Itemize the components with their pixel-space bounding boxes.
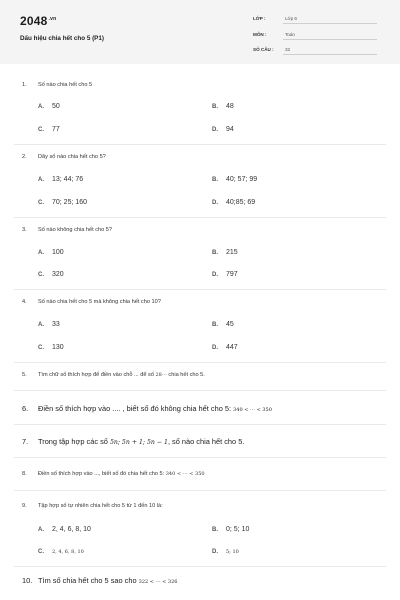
option-text: 100: [52, 249, 64, 256]
subject-value: Toán: [285, 32, 295, 37]
question-number: 1.: [22, 82, 27, 88]
option-letter: D.: [212, 127, 218, 133]
question-3-option-d[interactable]: [212, 271, 238, 278]
question-9-option-a[interactable]: [38, 526, 91, 533]
question-prompt: Dãy số nào chia hết cho 5?: [38, 154, 106, 160]
option-letter: B.: [212, 177, 218, 183]
question-3-option-a[interactable]: [38, 249, 64, 256]
question-6-text: [22, 404, 272, 413]
question-number: 5.: [22, 372, 27, 378]
question-2-option-c[interactable]: [38, 199, 87, 206]
question-number: 7.: [22, 437, 29, 446]
option-letter: A.: [38, 104, 44, 110]
question-divider: [14, 362, 386, 363]
question-divider: [14, 490, 386, 491]
question-divider: [14, 217, 386, 218]
option-letter: C.: [38, 549, 44, 555]
question-9-option-b[interactable]: [212, 526, 249, 533]
option-text: 2, 4, 6, 8, 10: [52, 549, 84, 555]
question-4-option-b[interactable]: [212, 321, 234, 328]
question-prompt: Trong tập hợp các số: [38, 437, 110, 446]
math-expression: 5n; 5n + 1; 5n − 1: [109, 439, 168, 446]
option-text: 130: [52, 344, 64, 351]
question-3-text: [22, 227, 112, 233]
option-text: 40;85; 69: [226, 199, 256, 206]
option-text: 94: [226, 126, 234, 133]
option-text: 50: [52, 103, 60, 110]
option-text: 77: [52, 126, 60, 133]
option-letter: C.: [38, 127, 44, 133]
question-4-option-a[interactable]: [38, 321, 60, 328]
option-text: 13; 44; 76: [52, 176, 84, 183]
question-prompt-end: chia hết cho 5.: [166, 372, 205, 378]
question-number: 2.: [22, 154, 27, 160]
option-text: 320: [52, 271, 64, 278]
grade-label: LỚP :: [253, 16, 266, 21]
question-1-text: [22, 82, 92, 88]
option-text: 40; 57; 99: [226, 176, 258, 183]
question-4-option-c[interactable]: [38, 344, 64, 351]
question-number: 8.: [22, 471, 27, 477]
question-prompt: Điền số thích hợp vào .... , biết số đó không chia hết cho 5:: [38, 404, 234, 413]
question-number: 10.: [22, 576, 33, 585]
question-1-option-a[interactable]: [38, 103, 60, 110]
question-count-label: SỐ CÂU :: [253, 47, 274, 52]
subject-label: MÔN :: [253, 32, 267, 37]
option-letter: C.: [38, 345, 44, 351]
question-divider: [14, 566, 386, 567]
question-number: 9.: [22, 503, 27, 509]
question-divider: [14, 390, 386, 391]
question-count-value: 32: [285, 47, 291, 52]
option-text: 2, 4, 6, 8, 10: [52, 526, 91, 533]
option-text: 215: [226, 249, 238, 256]
field-underline: [283, 23, 377, 24]
option-letter: D.: [212, 200, 218, 206]
question-9-option-c[interactable]: [38, 548, 84, 555]
field-underline: [283, 54, 377, 55]
question-2-option-d[interactable]: [212, 199, 255, 206]
question-prompt: Tập hợp số tự nhiên chia hết cho 5 từ 1 đến 10 là:: [38, 503, 163, 509]
option-letter: D.: [212, 272, 218, 278]
option-text: 48: [226, 103, 234, 110]
math-expression: 28⋯: [155, 372, 167, 378]
question-7-text: [22, 437, 244, 446]
question-3-option-b[interactable]: [212, 249, 238, 256]
question-divider: [14, 289, 386, 290]
question-divider: [14, 144, 386, 145]
math-expression: 322 < ⋯ < 326: [138, 579, 178, 585]
option-letter: B.: [212, 322, 218, 328]
question-prompt: Điền số thích hợp vào ..., biết số đó chia hết cho 5:: [38, 471, 166, 477]
question-prompt-end: , số nào chia hết cho 5.: [167, 437, 245, 446]
option-letter: A.: [38, 527, 44, 533]
option-letter: A.: [38, 322, 44, 328]
option-letter: B.: [212, 250, 218, 256]
option-letter: D.: [212, 345, 218, 351]
question-divider: [14, 424, 386, 425]
question-8-text: [22, 471, 205, 477]
option-letter: C.: [38, 272, 44, 278]
option-letter: D.: [212, 549, 218, 555]
question-number: 3.: [22, 227, 27, 233]
site-logo[interactable]: $2048^{.vn}$: [20, 14, 57, 28]
question-prompt: Số nào không chia hết cho 5?: [38, 227, 113, 233]
worksheet-header: [0, 0, 400, 64]
question-4-option-d[interactable]: [212, 344, 238, 351]
math-expression: 340 < ⋯ < 350: [233, 407, 272, 413]
question-5-text: [22, 372, 205, 378]
question-2-option-a[interactable]: [38, 176, 83, 183]
question-1-option-c[interactable]: [38, 126, 60, 133]
option-letter: A.: [38, 177, 44, 183]
option-text: 33: [52, 321, 60, 328]
question-9-text: [22, 503, 163, 509]
option-text: 797: [226, 271, 238, 278]
question-4-text: [22, 299, 161, 305]
question-prompt: Số nào chia hết cho 5 mà không chia hết cho 10?: [38, 299, 161, 305]
question-2-option-b[interactable]: [212, 176, 257, 183]
option-letter: B.: [212, 527, 218, 533]
question-divider: [14, 457, 386, 458]
worksheet-title: Dấu hiệu chia hết cho 5 (P1): [20, 35, 104, 42]
question-1-option-d[interactable]: [212, 126, 234, 133]
question-1-option-b[interactable]: [212, 103, 234, 110]
field-underline: [283, 39, 377, 40]
question-prompt: Tìm số chia hết cho 5 sao cho: [38, 576, 139, 585]
question-9-option-d[interactable]: [212, 548, 239, 555]
question-number: 4.: [22, 299, 27, 305]
math-expression: 340 < ⋯ < 350: [165, 471, 205, 477]
option-text: 447: [226, 344, 238, 351]
option-letter: B.: [212, 104, 218, 110]
option-letter: A.: [38, 250, 44, 256]
question-prompt: Số nào chia hết cho 5: [38, 82, 93, 88]
question-number: 6.: [22, 404, 29, 413]
grade-value: Lớp 6: [285, 16, 297, 21]
option-text: 45: [226, 321, 234, 328]
option-text: 70; 25; 160: [52, 199, 88, 206]
option-letter: C.: [38, 200, 44, 206]
option-text: 0; 5; 10: [226, 526, 250, 533]
question-3-option-c[interactable]: [38, 271, 64, 278]
option-text: 5; 10: [226, 549, 239, 555]
question-10-text: [22, 576, 177, 585]
question-prompt: Tìm chữ số thích hợp để điền vào chỗ ... để số: [38, 372, 156, 378]
question-2-text: [22, 154, 106, 160]
